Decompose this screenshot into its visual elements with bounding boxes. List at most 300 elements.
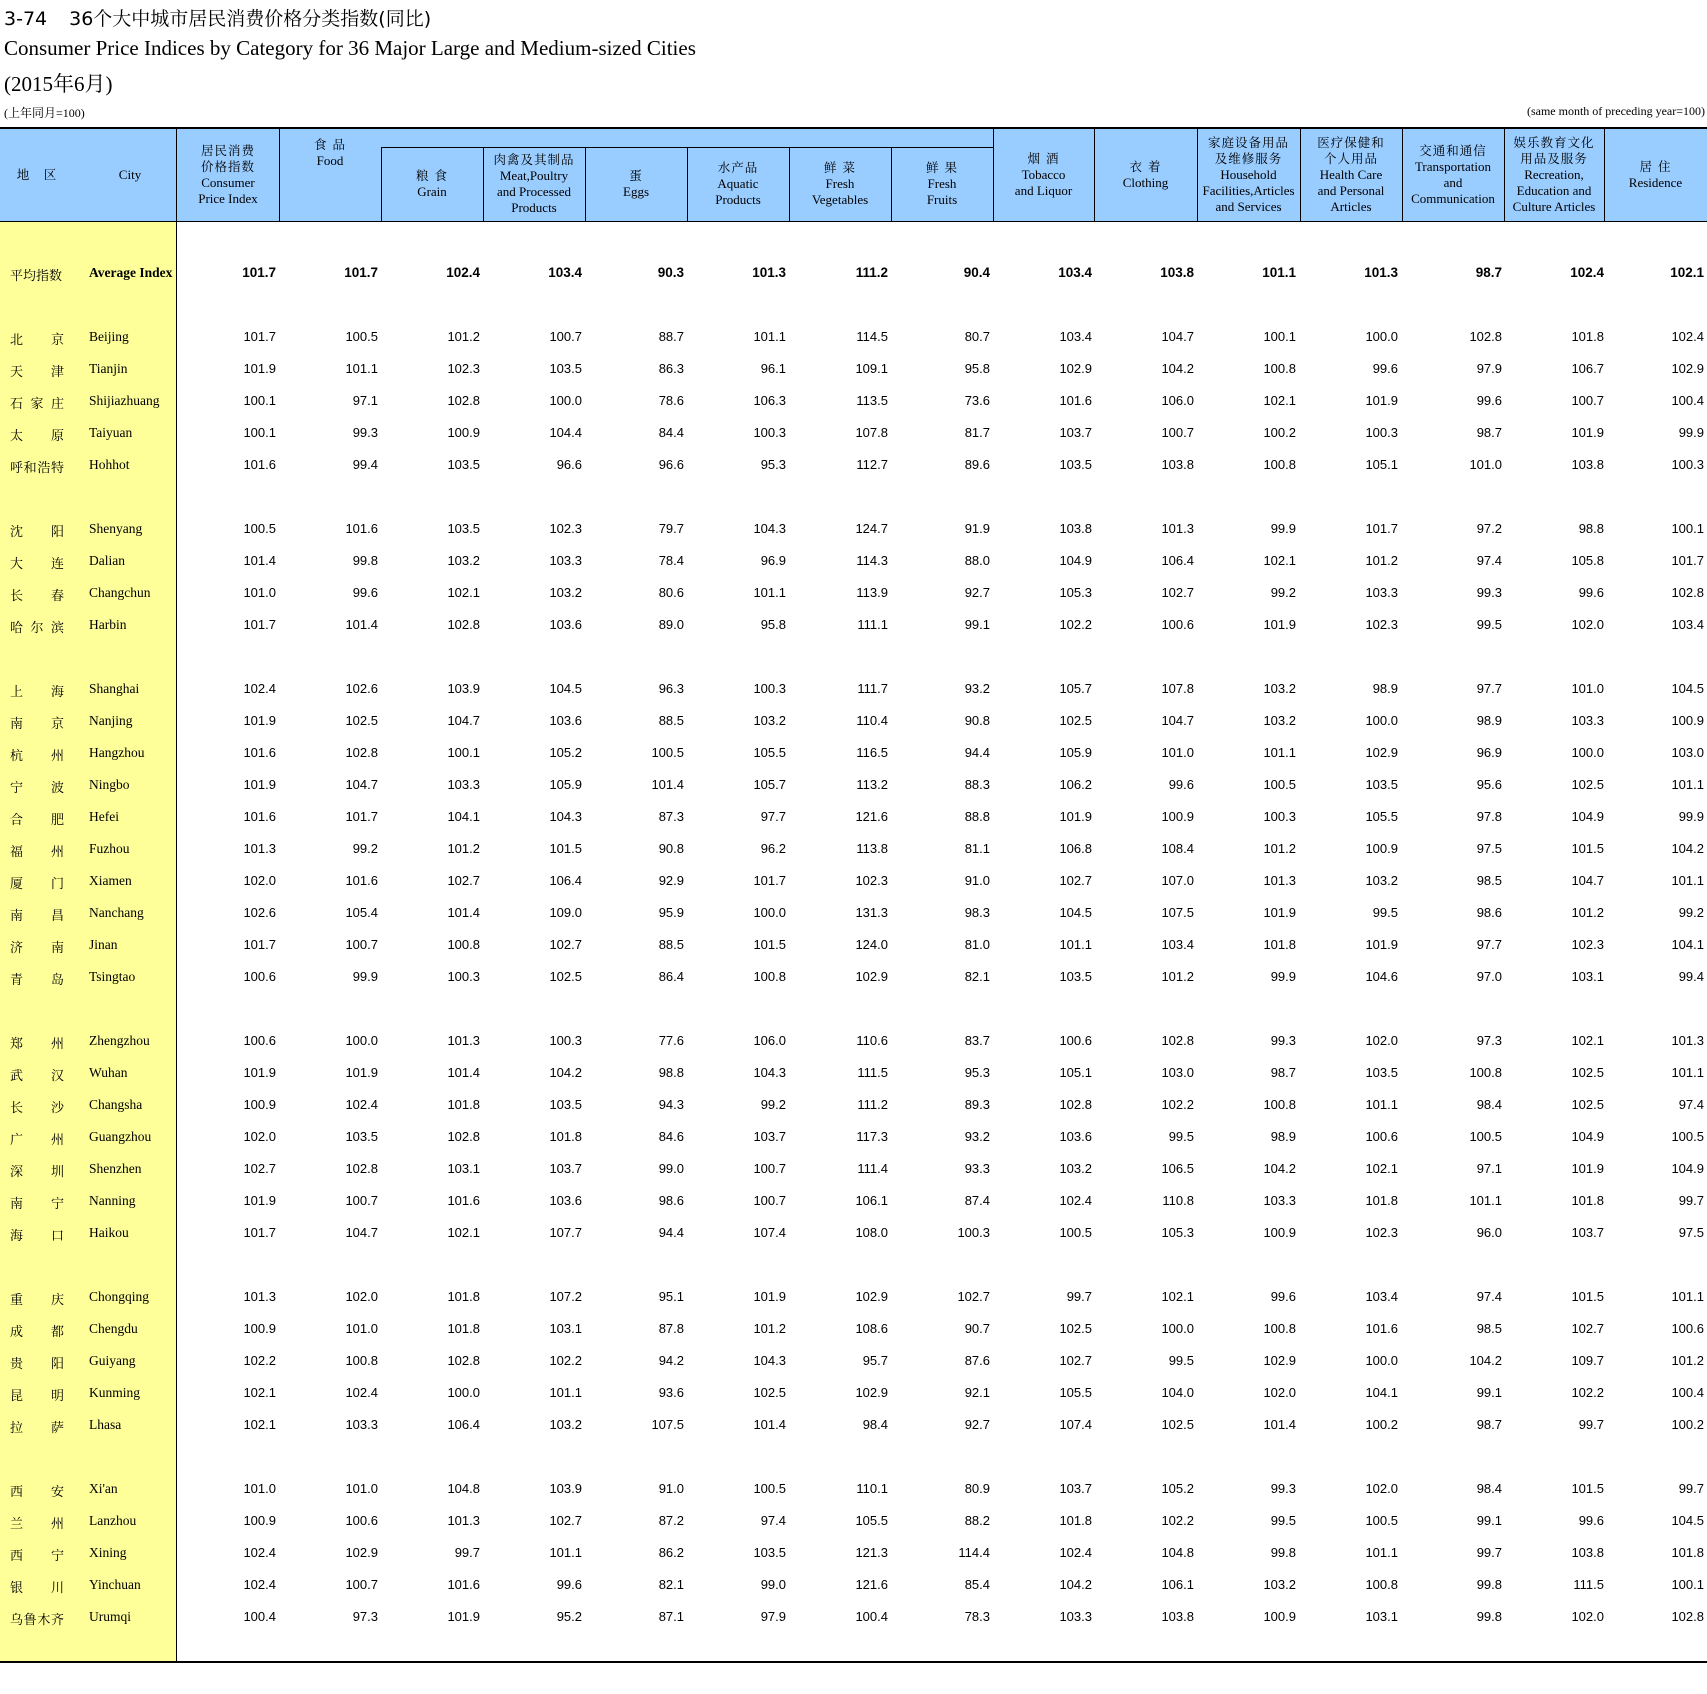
cell-residence: 103.0 xyxy=(1671,745,1704,760)
cell-meat: 104.2 xyxy=(549,1065,582,1080)
cell-cpi: 101.7 xyxy=(243,937,276,952)
cell-fruit: 114.4 xyxy=(958,1545,990,1560)
cell-residence: 100.5 xyxy=(1671,1129,1704,1144)
header-food-en: Food xyxy=(316,153,344,168)
cell-food: 102.6 xyxy=(345,681,378,696)
cell-veg: 131.3 xyxy=(855,905,888,920)
cell-transport: 98.7 xyxy=(1475,265,1502,280)
cell-meat: 102.2 xyxy=(549,1353,582,1368)
row-city-en: Harbin xyxy=(89,617,127,632)
header-col-divider xyxy=(279,129,280,221)
cell-aquatic: 102.5 xyxy=(753,1385,786,1400)
cell-residence: 97.4 xyxy=(1678,1097,1704,1112)
cell-tobacco: 104.5 xyxy=(1059,905,1092,920)
cell-transport: 101.0 xyxy=(1469,457,1502,472)
cell-transport: 96.0 xyxy=(1476,1225,1502,1240)
cell-residence: 101.1 xyxy=(1671,1065,1704,1080)
cell-grain: 103.9 xyxy=(447,681,480,696)
cell-clothing: 107.0 xyxy=(1161,873,1194,888)
cell-meat: 96.6 xyxy=(556,457,582,472)
cell-household: 101.9 xyxy=(1263,617,1296,632)
cell-eggs: 84.4 xyxy=(658,425,684,440)
cell-health: 100.0 xyxy=(1365,1353,1398,1368)
row-city-en: Chongqing xyxy=(89,1289,150,1304)
table-row xyxy=(0,1602,1707,1632)
cell-transport: 99.5 xyxy=(1476,617,1502,632)
cell-food: 102.4 xyxy=(345,1097,378,1112)
row-region-cn: 南 昌 xyxy=(10,909,64,924)
header-col-divider xyxy=(1300,129,1301,221)
table-row xyxy=(0,450,1707,480)
cell-transport: 97.9 xyxy=(1476,361,1502,376)
cell-transport: 97.4 xyxy=(1476,553,1502,568)
cell-eggs: 87.1 xyxy=(658,1609,684,1624)
cell-health: 100.6 xyxy=(1365,1129,1398,1144)
row-region-cn: 银 川 xyxy=(10,1581,64,1596)
cell-health: 100.9 xyxy=(1365,841,1398,856)
cell-health: 102.1 xyxy=(1365,1161,1398,1176)
cell-eggs: 87.8 xyxy=(658,1321,684,1336)
cell-recreation: 99.6 xyxy=(1578,1513,1604,1528)
header-veg-cn: 鲜 菜 xyxy=(824,160,856,175)
cell-fruit: 93.3 xyxy=(964,1161,990,1176)
cell-cpi: 101.9 xyxy=(243,777,276,792)
cell-household: 103.3 xyxy=(1263,1193,1296,1208)
cell-veg: 113.9 xyxy=(856,585,888,600)
cell-recreation: 102.5 xyxy=(1571,777,1604,792)
cell-health: 101.7 xyxy=(1365,521,1398,536)
cell-aquatic: 97.4 xyxy=(760,1513,786,1528)
cell-grain: 102.7 xyxy=(447,873,480,888)
cell-clothing: 104.0 xyxy=(1161,1385,1194,1400)
table-row xyxy=(0,1122,1707,1152)
cell-fruit: 88.3 xyxy=(964,777,990,792)
cell-recreation: 99.6 xyxy=(1578,585,1604,600)
cell-clothing: 107.8 xyxy=(1161,681,1194,696)
cell-cpi: 101.9 xyxy=(243,361,276,376)
cell-grain: 101.8 xyxy=(447,1097,480,1112)
row-city-en: Yinchuan xyxy=(89,1577,141,1592)
table-row xyxy=(0,1090,1707,1120)
cell-food: 100.8 xyxy=(345,1353,378,1368)
cell-tobacco: 103.7 xyxy=(1059,1481,1092,1496)
cell-eggs: 82.1 xyxy=(658,1577,684,1592)
cell-meat: 102.7 xyxy=(549,937,582,952)
cell-health: 103.4 xyxy=(1365,1289,1398,1304)
cell-grain: 102.8 xyxy=(447,1129,480,1144)
cell-tobacco: 107.4 xyxy=(1059,1417,1092,1432)
row-city-en: Urumqi xyxy=(89,1609,131,1624)
row-region-cn: 哈 尔 滨 xyxy=(10,621,64,636)
cell-meat: 107.7 xyxy=(549,1225,582,1240)
cell-food: 101.0 xyxy=(345,1481,378,1496)
row-region-cn: 福 州 xyxy=(10,845,64,860)
row-city-en: Beijing xyxy=(89,329,129,344)
cell-tobacco: 105.5 xyxy=(1059,1385,1092,1400)
cell-fruit: 73.6 xyxy=(964,393,990,408)
cell-fruit: 100.3 xyxy=(957,1225,990,1240)
cell-transport: 97.5 xyxy=(1476,841,1502,856)
cell-grain: 103.5 xyxy=(447,521,480,536)
cell-aquatic: 97.7 xyxy=(760,809,786,824)
cell-health: 101.9 xyxy=(1365,937,1398,952)
cell-household: 100.8 xyxy=(1263,1097,1296,1112)
cell-health: 105.5 xyxy=(1365,809,1398,824)
cell-health: 102.3 xyxy=(1365,617,1398,632)
cell-clothing: 99.5 xyxy=(1168,1353,1194,1368)
cell-health: 102.0 xyxy=(1365,1033,1398,1048)
cell-eggs: 84.6 xyxy=(658,1129,684,1144)
cell-veg: 111.7 xyxy=(857,681,888,696)
cell-recreation: 103.8 xyxy=(1571,457,1604,472)
cell-fruit: 88.8 xyxy=(964,809,990,824)
cell-veg: 107.8 xyxy=(855,425,888,440)
cell-tobacco: 102.5 xyxy=(1059,713,1092,728)
cell-food: 97.3 xyxy=(352,1609,378,1624)
cell-residence: 101.1 xyxy=(1671,777,1704,792)
row-city-en: Tianjin xyxy=(89,361,128,376)
cell-grain: 101.2 xyxy=(447,841,480,856)
cell-health: 99.6 xyxy=(1372,361,1398,376)
header-meat-en: Meat,Poultry and Processed Products xyxy=(496,168,571,215)
cell-residence: 100.4 xyxy=(1671,393,1704,408)
cell-veg: 112.7 xyxy=(856,457,888,472)
cell-clothing: 103.4 xyxy=(1161,937,1194,952)
cell-grain: 101.9 xyxy=(447,1609,480,1624)
cell-fruit: 95.3 xyxy=(964,1065,990,1080)
header-eggs xyxy=(585,147,687,221)
cell-clothing: 104.2 xyxy=(1161,361,1194,376)
row-region-cn: 平均指数 xyxy=(10,269,63,284)
cell-residence: 102.8 xyxy=(1671,1609,1704,1624)
cell-residence: 99.7 xyxy=(1678,1193,1704,1208)
cell-grain: 106.4 xyxy=(447,1417,480,1432)
cell-food: 104.7 xyxy=(345,1225,378,1240)
cell-cpi: 100.5 xyxy=(243,521,276,536)
cell-health: 102.0 xyxy=(1365,1481,1398,1496)
row-region-cn: 广 州 xyxy=(10,1133,64,1148)
row-region-cn: 海 口 xyxy=(10,1229,64,1244)
cell-grain: 102.8 xyxy=(447,393,480,408)
cell-fruit: 89.6 xyxy=(964,457,990,472)
cell-grain: 104.1 xyxy=(447,809,480,824)
cell-food: 100.0 xyxy=(345,1033,378,1048)
row-region-cn: 深 圳 xyxy=(10,1165,64,1180)
cell-residence: 100.4 xyxy=(1671,1385,1704,1400)
cell-fruit: 88.0 xyxy=(964,553,990,568)
table-bottom-rule xyxy=(0,1661,1707,1663)
cell-clothing: 100.9 xyxy=(1161,809,1194,824)
cell-recreation: 101.5 xyxy=(1571,1289,1604,1304)
cell-veg: 111.2 xyxy=(855,265,888,280)
cell-grain: 101.2 xyxy=(447,329,480,344)
row-city-en: Hefei xyxy=(89,809,119,824)
row-region-cn: 南 京 xyxy=(10,717,64,732)
header-cpi xyxy=(177,129,279,221)
cell-tobacco: 100.6 xyxy=(1059,1033,1092,1048)
cell-health: 100.3 xyxy=(1365,425,1398,440)
cell-household: 101.8 xyxy=(1263,937,1296,952)
cell-tobacco: 102.2 xyxy=(1059,617,1092,632)
row-city-en: Changsha xyxy=(89,1097,143,1112)
header-region-cn: 地 区 xyxy=(16,167,58,182)
cell-meat: 103.6 xyxy=(549,713,582,728)
table-row xyxy=(0,962,1707,992)
cell-cpi: 101.9 xyxy=(243,1193,276,1208)
cell-recreation: 102.0 xyxy=(1571,1609,1604,1624)
cell-household: 103.2 xyxy=(1263,713,1296,728)
cell-grain: 103.1 xyxy=(447,1161,480,1176)
row-city-en: Hangzhou xyxy=(89,745,145,760)
header-cpi-en: Consumer Price Index xyxy=(198,175,258,206)
cell-transport: 97.8 xyxy=(1476,809,1502,824)
header-transport-en: Transportation and Communication xyxy=(1411,159,1495,206)
cell-household: 101.9 xyxy=(1263,905,1296,920)
cell-fruit: 90.8 xyxy=(964,713,990,728)
cell-veg: 102.9 xyxy=(855,1289,888,1304)
header-grain xyxy=(381,147,483,221)
cell-veg: 121.3 xyxy=(855,1545,888,1560)
cell-clothing: 103.8 xyxy=(1161,1609,1194,1624)
cell-fruit: 85.4 xyxy=(964,1577,990,1592)
cell-grain: 102.8 xyxy=(447,1353,480,1368)
row-region-cn: 兰 州 xyxy=(10,1517,64,1532)
row-region-cn: 西 安 xyxy=(10,1485,64,1500)
cell-health: 101.3 xyxy=(1364,265,1398,280)
cell-residence: 101.8 xyxy=(1671,1545,1704,1560)
cell-grain: 103.2 xyxy=(447,553,480,568)
cell-grain: 101.6 xyxy=(447,1577,480,1592)
cell-residence: 99.9 xyxy=(1678,809,1704,824)
cell-household: 100.2 xyxy=(1263,425,1296,440)
cell-clothing: 102.2 xyxy=(1161,1513,1194,1528)
cell-meat: 103.2 xyxy=(549,585,582,600)
header-food xyxy=(279,129,381,177)
cell-fruit: 89.3 xyxy=(964,1097,990,1112)
cell-clothing: 103.8 xyxy=(1161,457,1194,472)
cell-fruit: 92.1 xyxy=(964,1385,990,1400)
cell-clothing: 110.8 xyxy=(1162,1193,1194,1208)
table-row xyxy=(0,866,1707,896)
cell-veg: 117.3 xyxy=(856,1129,888,1144)
cell-cpi: 100.9 xyxy=(243,1321,276,1336)
cell-transport: 99.8 xyxy=(1476,1609,1502,1624)
cell-meat: 101.1 xyxy=(549,1385,582,1400)
cell-aquatic: 97.9 xyxy=(760,1609,786,1624)
header-tobacco-cn: 烟 酒 xyxy=(1027,151,1060,166)
cell-transport: 97.4 xyxy=(1476,1289,1502,1304)
row-city-en: Shenzhen xyxy=(89,1161,142,1176)
row-city-en: Nanchang xyxy=(89,905,144,920)
cell-tobacco: 102.9 xyxy=(1059,361,1092,376)
header-residence-cn: 居 住 xyxy=(1639,159,1672,174)
cell-food: 100.5 xyxy=(345,329,378,344)
header-col-divider xyxy=(585,147,586,221)
header-household xyxy=(1197,129,1300,221)
row-city-en: Zhengzhou xyxy=(89,1033,150,1048)
cell-eggs: 98.6 xyxy=(658,1193,684,1208)
cell-recreation: 101.0 xyxy=(1571,681,1604,696)
cell-tobacco: 102.4 xyxy=(1059,1193,1092,1208)
cell-veg: 114.3 xyxy=(856,553,888,568)
cell-cpi: 102.1 xyxy=(243,1385,276,1400)
cell-eggs: 88.7 xyxy=(658,329,684,344)
cell-health: 101.1 xyxy=(1365,1097,1398,1112)
header-fruit-en: Fresh Fruits xyxy=(926,176,958,207)
cell-tobacco: 105.3 xyxy=(1059,585,1092,600)
row-city-en: Jinan xyxy=(89,937,118,952)
cell-clothing: 102.1 xyxy=(1161,1289,1194,1304)
cell-veg: 114.5 xyxy=(856,329,888,344)
cell-grain: 100.3 xyxy=(447,969,480,984)
cell-meat: 103.6 xyxy=(549,1193,582,1208)
header-col-divider xyxy=(1197,129,1198,221)
cell-tobacco: 105.1 xyxy=(1059,1065,1092,1080)
cell-aquatic: 105.7 xyxy=(753,777,786,792)
cell-aquatic: 103.2 xyxy=(753,713,786,728)
header-col-divider xyxy=(1604,129,1605,221)
table-row xyxy=(0,706,1707,736)
cell-food: 104.7 xyxy=(345,777,378,792)
cell-transport: 98.5 xyxy=(1476,1321,1502,1336)
cell-clothing: 102.5 xyxy=(1161,1417,1194,1432)
cell-health: 100.2 xyxy=(1365,1417,1398,1432)
cell-veg: 111.1 xyxy=(857,617,888,632)
cell-aquatic: 103.7 xyxy=(753,1129,786,1144)
cell-eggs: 94.2 xyxy=(658,1353,684,1368)
cell-transport: 98.6 xyxy=(1476,905,1502,920)
cell-meat: 103.5 xyxy=(549,1097,582,1112)
cell-grain: 99.7 xyxy=(454,1545,480,1560)
cell-meat: 103.4 xyxy=(548,265,582,280)
cell-grain: 100.0 xyxy=(447,1385,480,1400)
header-food-cn: 食 品 xyxy=(314,137,346,152)
cell-cpi: 102.6 xyxy=(243,905,276,920)
cell-meat: 101.8 xyxy=(549,1129,582,1144)
cell-residence: 101.7 xyxy=(1671,553,1704,568)
header-grain-cn: 粮 食 xyxy=(416,168,448,183)
table-row xyxy=(0,1538,1707,1568)
cell-transport: 97.7 xyxy=(1476,937,1502,952)
cell-transport: 97.2 xyxy=(1476,521,1502,536)
cell-cpi: 101.9 xyxy=(243,713,276,728)
cell-health: 103.3 xyxy=(1365,585,1398,600)
cell-grain: 104.8 xyxy=(447,1481,480,1496)
cell-eggs: 91.0 xyxy=(658,1481,684,1496)
cell-cpi: 100.6 xyxy=(243,1033,276,1048)
cell-fruit: 102.7 xyxy=(957,1289,990,1304)
row-city-en: Xi'an xyxy=(89,1481,118,1496)
cell-grain: 101.4 xyxy=(447,1065,480,1080)
cell-fruit: 88.2 xyxy=(964,1513,990,1528)
cell-residence: 100.6 xyxy=(1671,1321,1704,1336)
cell-clothing: 102.7 xyxy=(1161,585,1194,600)
cell-cpi: 102.4 xyxy=(243,681,276,696)
cell-grain: 101.4 xyxy=(447,905,480,920)
cell-health: 101.9 xyxy=(1365,393,1398,408)
cell-transport: 98.7 xyxy=(1476,1417,1502,1432)
cell-recreation: 106.7 xyxy=(1571,361,1604,376)
cell-meat: 103.1 xyxy=(549,1321,582,1336)
cell-cpi: 101.7 xyxy=(243,329,276,344)
cell-veg: 111.5 xyxy=(857,1065,888,1080)
cell-household: 101.1 xyxy=(1262,265,1296,280)
row-city-en: Hohhot xyxy=(89,457,130,472)
cell-meat: 102.5 xyxy=(549,969,582,984)
cell-aquatic: 100.7 xyxy=(753,1161,786,1176)
cell-eggs: 92.9 xyxy=(658,873,684,888)
row-region-cn: 济 南 xyxy=(10,941,64,956)
cell-eggs: 88.5 xyxy=(658,713,684,728)
cell-household: 102.9 xyxy=(1263,1353,1296,1368)
cell-grain: 101.8 xyxy=(447,1289,480,1304)
cell-household: 101.2 xyxy=(1263,841,1296,856)
cell-clothing: 99.6 xyxy=(1168,777,1194,792)
table-row xyxy=(0,1186,1707,1216)
cell-household: 101.3 xyxy=(1263,873,1296,888)
cell-tobacco: 101.1 xyxy=(1059,937,1092,952)
cell-eggs: 98.8 xyxy=(658,1065,684,1080)
cell-recreation: 102.5 xyxy=(1571,1097,1604,1112)
cell-grain: 102.1 xyxy=(447,585,480,600)
cell-residence: 104.2 xyxy=(1671,841,1704,856)
cell-food: 105.4 xyxy=(345,905,378,920)
cell-veg: 109.1 xyxy=(855,361,888,376)
row-region-cn: 南 宁 xyxy=(10,1197,64,1212)
cell-food: 101.9 xyxy=(345,1065,378,1080)
row-city-en: Shanghai xyxy=(89,681,140,696)
cell-residence: 100.9 xyxy=(1671,713,1704,728)
cell-cpi: 101.9 xyxy=(243,1065,276,1080)
cell-tobacco: 103.6 xyxy=(1059,1129,1092,1144)
cell-grain: 102.1 xyxy=(447,1225,480,1240)
food-subheader-rule xyxy=(381,147,993,148)
cell-household: 100.8 xyxy=(1263,457,1296,472)
cell-meat: 100.7 xyxy=(549,329,582,344)
cell-veg: 116.5 xyxy=(856,745,888,760)
cell-eggs: 78.6 xyxy=(658,393,684,408)
cell-veg: 106.1 xyxy=(855,1193,888,1208)
row-region-cn: 昆 明 xyxy=(10,1389,64,1404)
cell-residence: 104.5 xyxy=(1671,1513,1704,1528)
cell-household: 99.8 xyxy=(1270,1545,1296,1560)
cell-meat: 104.4 xyxy=(549,425,582,440)
cell-clothing: 102.2 xyxy=(1161,1097,1194,1112)
cell-health: 101.8 xyxy=(1365,1193,1398,1208)
cell-health: 100.0 xyxy=(1365,713,1398,728)
cell-health: 104.1 xyxy=(1365,1385,1398,1400)
cell-recreation: 103.7 xyxy=(1571,1225,1604,1240)
cell-cpi: 101.3 xyxy=(243,1289,276,1304)
cell-clothing: 104.7 xyxy=(1161,713,1194,728)
cell-transport: 95.6 xyxy=(1476,777,1502,792)
cell-aquatic: 96.9 xyxy=(760,553,786,568)
table-row xyxy=(0,898,1707,928)
cell-cpi: 102.0 xyxy=(243,873,276,888)
header-col-divider xyxy=(1094,129,1095,221)
cell-recreation: 104.9 xyxy=(1571,1129,1604,1144)
cell-aquatic: 104.3 xyxy=(753,1353,786,1368)
cell-eggs: 95.9 xyxy=(658,905,684,920)
cell-household: 102.1 xyxy=(1263,553,1296,568)
row-city-en: Guangzhou xyxy=(89,1129,152,1144)
cell-residence: 101.1 xyxy=(1671,1289,1704,1304)
cell-meat: 104.5 xyxy=(549,681,582,696)
header-fruit xyxy=(891,147,993,221)
title-cn-text: 36个大中城市居民消费价格分类指数(同比) xyxy=(69,8,432,30)
cell-fruit: 87.6 xyxy=(964,1353,990,1368)
cell-fruit: 90.4 xyxy=(963,265,990,280)
